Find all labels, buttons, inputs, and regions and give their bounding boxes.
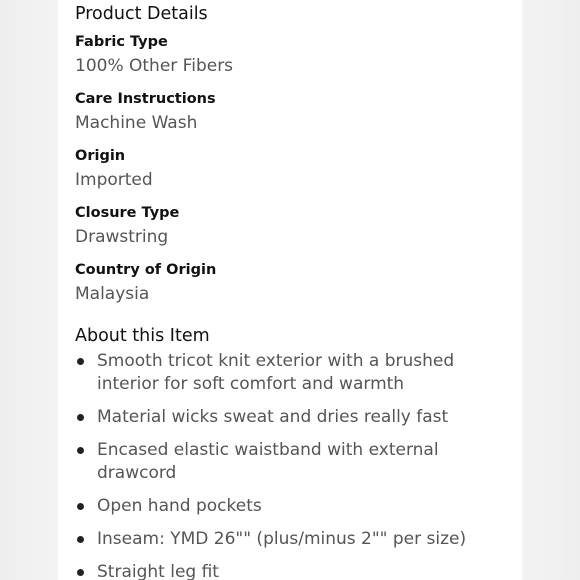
detail-label: Fabric Type bbox=[75, 34, 168, 50]
bullet-text: Encased elastic waistband with external drawcord bbox=[97, 440, 439, 483]
list-item bbox=[75, 561, 515, 580]
detail-value: 100% Other Fibers bbox=[75, 56, 234, 76]
detail-care-instructions bbox=[75, 90, 515, 134]
bullet-text: Open hand pockets bbox=[97, 496, 262, 516]
about-bullet-list bbox=[75, 350, 515, 580]
bullet-text: Straight leg fit bbox=[97, 562, 219, 580]
detail-country-of-origin bbox=[75, 261, 515, 305]
detail-closure-type bbox=[75, 204, 515, 248]
detail-value: Imported bbox=[75, 170, 153, 190]
bullet-dot-icon bbox=[77, 414, 84, 421]
detail-fabric-type bbox=[75, 33, 515, 77]
right-margin bbox=[522, 0, 580, 580]
detail-label: Country of Origin bbox=[75, 262, 217, 278]
product-details-heading: Product Details bbox=[75, 4, 208, 24]
about-heading: About this Item bbox=[75, 326, 210, 346]
detail-label: Care Instructions bbox=[75, 91, 216, 107]
bullet-dot-icon bbox=[77, 569, 84, 576]
list-item bbox=[75, 528, 515, 551]
bullet-dot-icon bbox=[77, 536, 84, 543]
detail-value: Malaysia bbox=[75, 284, 150, 304]
bullet-text: Inseam: YMD 26"" (plus/minus 2"" per size) bbox=[97, 529, 467, 549]
list-item bbox=[75, 439, 515, 485]
detail-label: Origin bbox=[75, 148, 126, 164]
product-details-panel bbox=[58, 0, 522, 580]
list-item bbox=[75, 350, 515, 396]
detail-origin bbox=[75, 147, 515, 191]
bullet-dot-icon bbox=[77, 358, 84, 365]
detail-label: Closure Type bbox=[75, 205, 180, 221]
bullet-text: Material wicks sweat and dries really fast bbox=[97, 407, 449, 427]
bullet-text: Smooth tricot knit exterior with a brushed interior for soft comfort and warmth bbox=[97, 351, 455, 394]
left-margin bbox=[0, 0, 58, 580]
detail-value: Drawstring bbox=[75, 227, 169, 247]
list-item bbox=[75, 495, 515, 518]
bullet-dot-icon bbox=[77, 447, 84, 454]
detail-value: Machine Wash bbox=[75, 113, 198, 133]
bullet-dot-icon bbox=[77, 503, 84, 510]
list-item bbox=[75, 406, 515, 429]
